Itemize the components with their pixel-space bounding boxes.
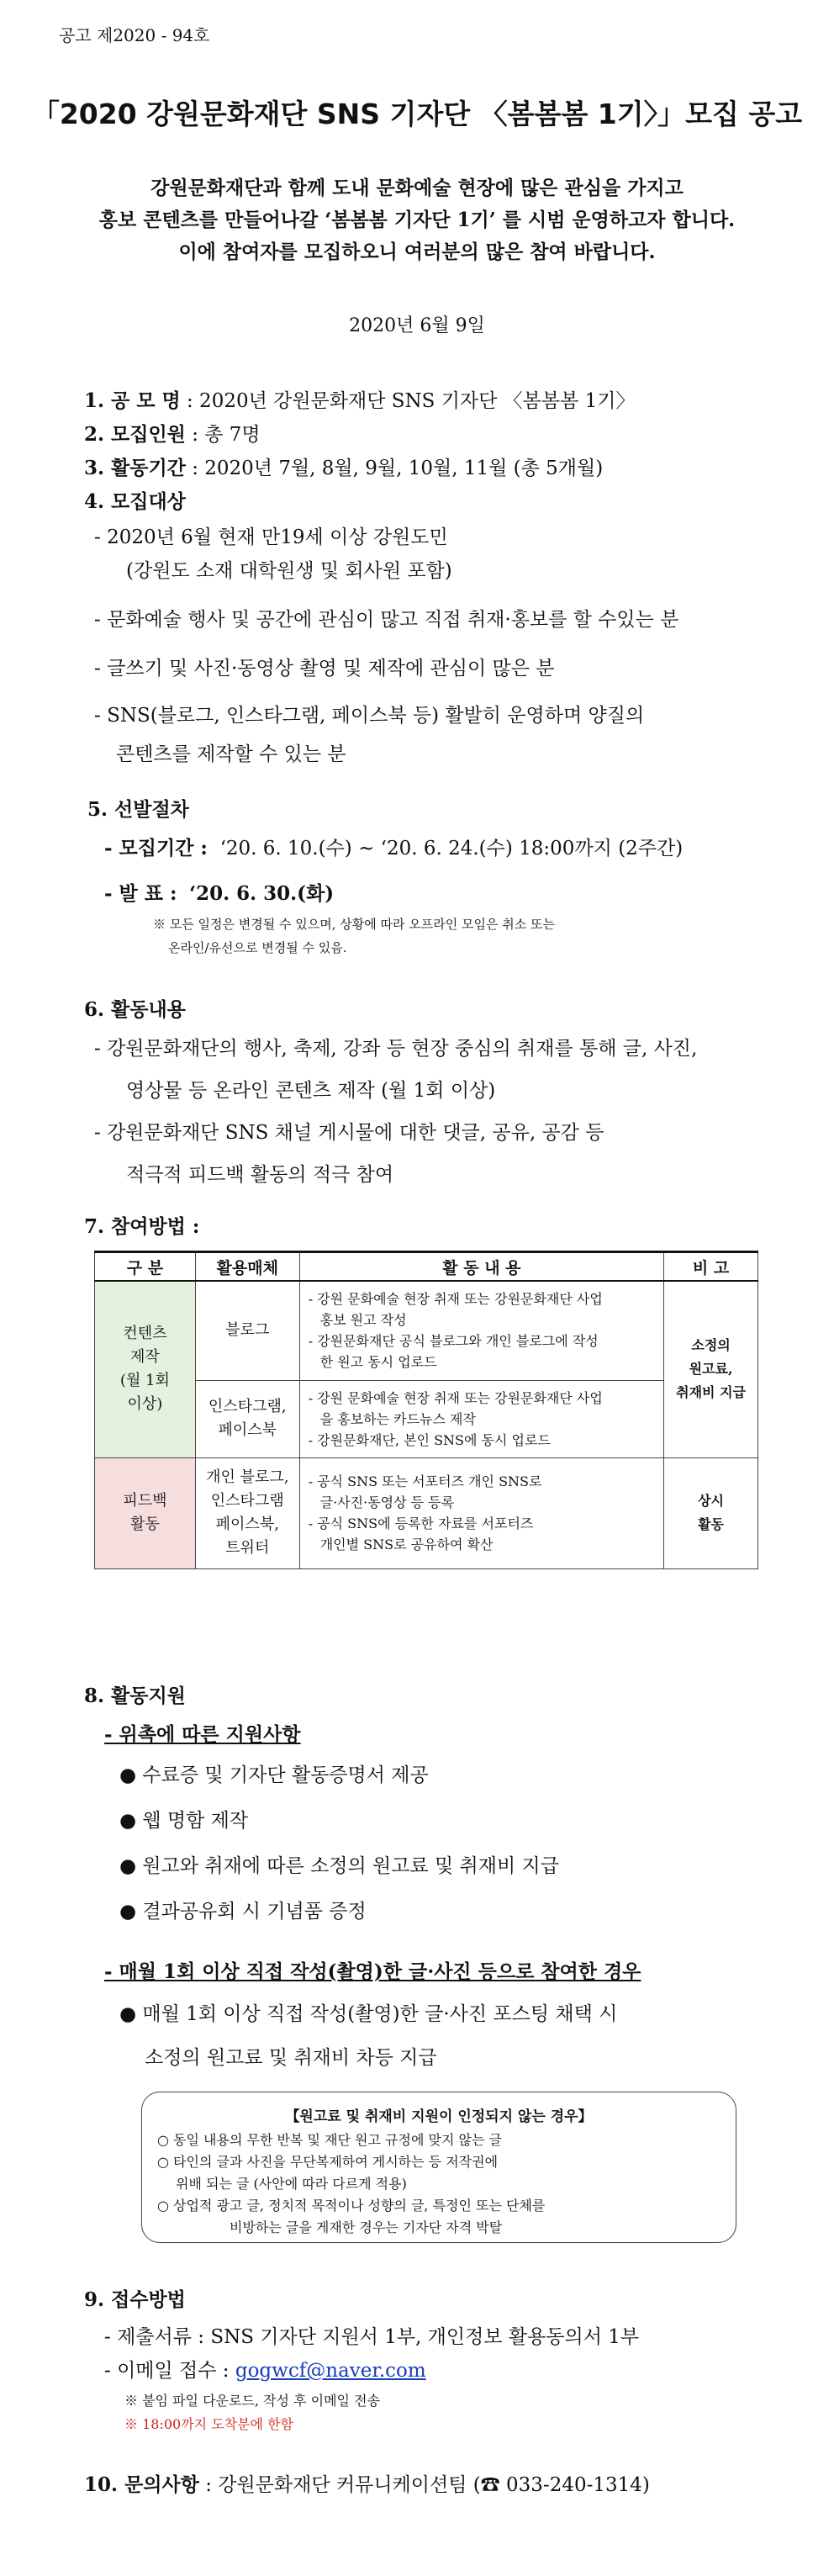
support-item-text: 결과공유회 시 기념품 증정 xyxy=(142,1901,367,1923)
exclusion-line: ○ 상업적 광고 글, 정치적 목적이나 성향의 글, 특정인 또는 단체를 xyxy=(157,2198,546,2214)
table-row xyxy=(95,1457,758,1568)
activity-text: 을 홍보하는 카드뉴스 제작 xyxy=(319,1410,476,1427)
media-line: 트위터 xyxy=(225,1539,270,1557)
category-line: 컨텐츠 xyxy=(123,1325,167,1343)
activity-text: - 공식 SNS 또는 서포터즈 개인 SNS로 xyxy=(308,1473,542,1489)
activity-text: 홍보 원고 작성 xyxy=(319,1312,407,1329)
monthly-item-text: 매월 1회 이상 직접 작성(촬영)한 글·사진 포스팅 채택 시 xyxy=(142,2003,618,2025)
section-label: 2. 모집인원 xyxy=(84,423,186,446)
media-feedback-channels xyxy=(195,1457,299,1568)
submission-documents: - 제출서류 : SNS 기자단 지원서 1부, 개인정보 활용동의서 1부 xyxy=(104,2326,640,2348)
section-label-support: 8. 활동지원 xyxy=(84,1685,186,1707)
section-value: : 강원문화재단 커뮤니케이션팀 (☎ 033-240-1314) xyxy=(205,2474,650,2496)
note-payment xyxy=(664,1281,758,1457)
section-label-method: 7. 참여방법 : xyxy=(84,1215,200,1238)
section-activity-period xyxy=(84,452,603,480)
support-item-text: 웹 명함 제작 xyxy=(142,1810,249,1832)
note-always xyxy=(664,1457,758,1568)
announcement-value: ‘20. 6. 30.(화) xyxy=(189,882,335,905)
target-line: 콘텐츠를 제작할 수 있는 분 xyxy=(116,743,346,765)
activity-text: - 공식 SNS에 등록한 자료를 서포터즈 xyxy=(308,1515,534,1531)
category-line: 피드백 xyxy=(123,1492,167,1510)
section-value: : 2020년 강원문화재단 SNS 기자단 〈봄봄봄 1기〉 xyxy=(187,390,636,412)
table-header: 구 분 xyxy=(95,1252,196,1282)
support-item-text: 원고와 취재에 따른 소정의 원고료 및 취재비 지급 xyxy=(142,1855,559,1877)
announcement-label: - 발 표 : xyxy=(104,882,177,905)
monthly-item-line: 소정의 원고료 및 취재비 차등 지급 xyxy=(145,2047,437,2069)
target-line: (강원도 소재 대학원생 및 회사원 포함) xyxy=(126,560,452,582)
recruit-period-value: ‘20. 6. 10.(수) ~ ‘20. 6. 24.(수) 18:00까지 (2주간) xyxy=(219,838,684,860)
table-header: 비 고 xyxy=(664,1252,758,1282)
activity-text: - 강원 문화예술 현장 취재 또는 강원문화재단 사업 xyxy=(308,1291,603,1308)
section-label-submission: 9. 접수방법 xyxy=(84,2288,186,2311)
intro-line: 강원문화재단과 함께 도내 문화예술 현장에 많은 관심을 가지고 xyxy=(150,177,684,199)
activity-text: - 강원문화재단, 본인 SNS에 동시 업로드 xyxy=(308,1431,551,1448)
announcement xyxy=(104,878,334,906)
recruit-period xyxy=(104,833,683,860)
deadline-note: ※ 18:00까지 도착분에 한함 xyxy=(124,2416,294,2432)
section-value: : 2020년 7월, 8월, 9월, 10월, 11월 (총 5개월) xyxy=(192,458,604,479)
media-line: 인스타그램, xyxy=(208,1398,287,1415)
support-item: ● 수료증 및 기자단 활동증명서 제공 xyxy=(119,1764,429,1786)
activity-text: 개인별 SNS로 공유하여 확산 xyxy=(319,1537,494,1552)
support-subheading xyxy=(104,1719,301,1747)
section-label-activity: 6. 활동내용 xyxy=(84,998,186,1021)
target-line: - 문화예술 행사 및 공간에 관심이 많고 직접 취재·홍보를 할 수있는 분 xyxy=(94,609,679,631)
table-row xyxy=(95,1281,758,1380)
table-header-row xyxy=(95,1252,758,1282)
table-header: 활용매체 xyxy=(195,1252,299,1282)
submission-note: ※ 붙임 파일 다운로드, 작성 후 이메일 전송 xyxy=(124,2393,380,2409)
exclusion-line: ○ 동일 내용의 무한 반복 및 재단 원고 규정에 맞지 않는 글 xyxy=(157,2132,502,2148)
target-line: - 2020년 6월 현재 만19세 이상 강원도민 xyxy=(94,526,448,548)
intro-line: 이에 참여자를 모집하오니 여러분의 많은 참여 바랍니다. xyxy=(178,241,656,263)
activity-text: - 강원 문화예술 현장 취재 또는 강원문화재단 사업 xyxy=(308,1389,603,1406)
blog-activity xyxy=(299,1281,663,1380)
section-inquiry xyxy=(84,2469,650,2497)
section-label-selection: 5. 선발절차 xyxy=(87,798,189,821)
notice-number: 공고 제2020 - 94호 xyxy=(59,25,210,45)
exclusion-box-title: 【원고료 및 취재비 지원이 인정되지 않는 경우】 xyxy=(285,2108,593,2125)
note-line: 활동 xyxy=(698,1516,725,1532)
monthly-participation-text: - 매월 1회 이상 직접 작성(촬영)한 글·사진 등으로 참여한 경우 xyxy=(104,1960,641,1983)
target-line: - 글쓰기 및 사진·동영상 촬영 및 제작에 관심이 많은 분 xyxy=(94,658,555,680)
category-line: (월 1회 xyxy=(119,1372,170,1390)
page-title: 「2020 강원문화재단 SNS 기자단 〈봄봄봄 1기〉」모집 공고 xyxy=(31,98,803,130)
section-recruit-count xyxy=(84,419,261,447)
section-label: 3. 활동기간 xyxy=(84,457,186,479)
section-title-name xyxy=(84,385,635,413)
activity-line: - 강원문화재단의 행사, 축제, 강좌 등 현장 중심의 취재를 통해 글, 사진, xyxy=(94,1038,698,1060)
note-line: 취재비 지급 xyxy=(676,1384,746,1401)
media-blog: 블로그 xyxy=(195,1281,299,1380)
email-link[interactable]: gogwcf@naver.com xyxy=(235,2360,426,2382)
note-line: 상시 xyxy=(698,1493,725,1509)
support-item: ● 원고와 취재에 따른 소정의 원고료 및 취재비 지급 xyxy=(119,1855,559,1877)
category-line: 활동 xyxy=(130,1515,160,1533)
media-line: 페이스북 xyxy=(218,1421,277,1439)
media-line: 개인 블로그, xyxy=(206,1468,289,1486)
intro-line: 홍보 콘텐츠를 만들어나갈 ‘봄봄봄 기자단 1기’ 를 시범 운영하고자 합니다. xyxy=(98,209,736,231)
exclusion-line: 비방하는 글을 게재한 경우는 기자단 자격 박탈 xyxy=(230,2219,503,2235)
activity-text: - 강원문화재단 공식 블로그와 개인 블로그에 작성 xyxy=(308,1333,599,1350)
schedule-note-line: 온라인/유선으로 변경될 수 있음. xyxy=(168,940,347,955)
support-item: ● 결과공유회 시 기념품 증정 xyxy=(119,1901,367,1923)
exclusion-line: 위배 되는 글 (사안에 따라 다르게 적용) xyxy=(176,2176,407,2192)
notice-date: 2020년 6월 9일 xyxy=(349,315,485,336)
media-line: 인스타그램 xyxy=(210,1492,284,1510)
media-instagram-facebook xyxy=(195,1380,299,1457)
schedule-note-line: ※ 모든 일정은 변경될 수 있으며, 상황에 따라 오프라인 모임은 취소 또는 xyxy=(153,917,555,932)
target-line: - SNS(블로그, 인스타그램, 페이스북 등) 활발히 운영하며 양질의 xyxy=(94,705,645,727)
section-label: 1. 공 모 명 xyxy=(84,389,181,412)
monthly-participation-heading xyxy=(104,1956,641,1984)
activity-text: 글·사진·동영상 등 등록 xyxy=(319,1494,455,1510)
email-label: - 이메일 접수 : xyxy=(104,2360,230,2382)
exclusion-line: ○ 타인의 글과 사진을 무단복제하여 게시하는 등 저작권에 xyxy=(157,2154,499,2170)
activity-text: 한 원고 동시 업로드 xyxy=(319,1354,437,1371)
exclusion-box xyxy=(141,2092,736,2243)
note-line: 원고료, xyxy=(689,1361,733,1378)
support-item: ● 웹 명함 제작 xyxy=(119,1810,249,1832)
category-feedback xyxy=(95,1457,196,1568)
activity-line: - 강원문화재단 SNS 채널 게시물에 대한 댓글, 공유, 공감 등 xyxy=(94,1122,604,1144)
category-content-creation xyxy=(95,1281,196,1457)
support-item-text: 수료증 및 기자단 활동증명서 제공 xyxy=(142,1764,429,1786)
support-subheading-text: - 위촉에 따른 지원사항 xyxy=(104,1723,301,1746)
section-label: 10. 문의사항 xyxy=(84,2473,199,2496)
instagram-activity xyxy=(299,1380,663,1457)
category-line: 제작 xyxy=(130,1348,160,1367)
note-line: 소정의 xyxy=(691,1337,731,1354)
email-submission xyxy=(104,2355,426,2383)
activity-line: 적극적 피드백 활동의 적극 참여 xyxy=(126,1164,394,1186)
recruit-period-label: - 모집기간 : xyxy=(104,837,208,860)
category-line: 이상) xyxy=(127,1395,163,1414)
activity-line: 영상물 등 온라인 콘텐츠 제작 (월 1회 이상) xyxy=(126,1080,496,1102)
participation-table xyxy=(94,1251,758,1569)
media-line: 페이스북, xyxy=(215,1515,279,1533)
section-label-target: 4. 모집대상 xyxy=(84,490,186,513)
monthly-item: ● 매월 1회 이상 직접 작성(촬영)한 글·사진 포스팅 채택 시 xyxy=(119,2003,618,2025)
intro-paragraph xyxy=(0,172,834,268)
section-value: : 총 7명 xyxy=(192,424,261,446)
table-header: 활 동 내 용 xyxy=(299,1252,663,1282)
feedback-activity xyxy=(299,1457,663,1568)
